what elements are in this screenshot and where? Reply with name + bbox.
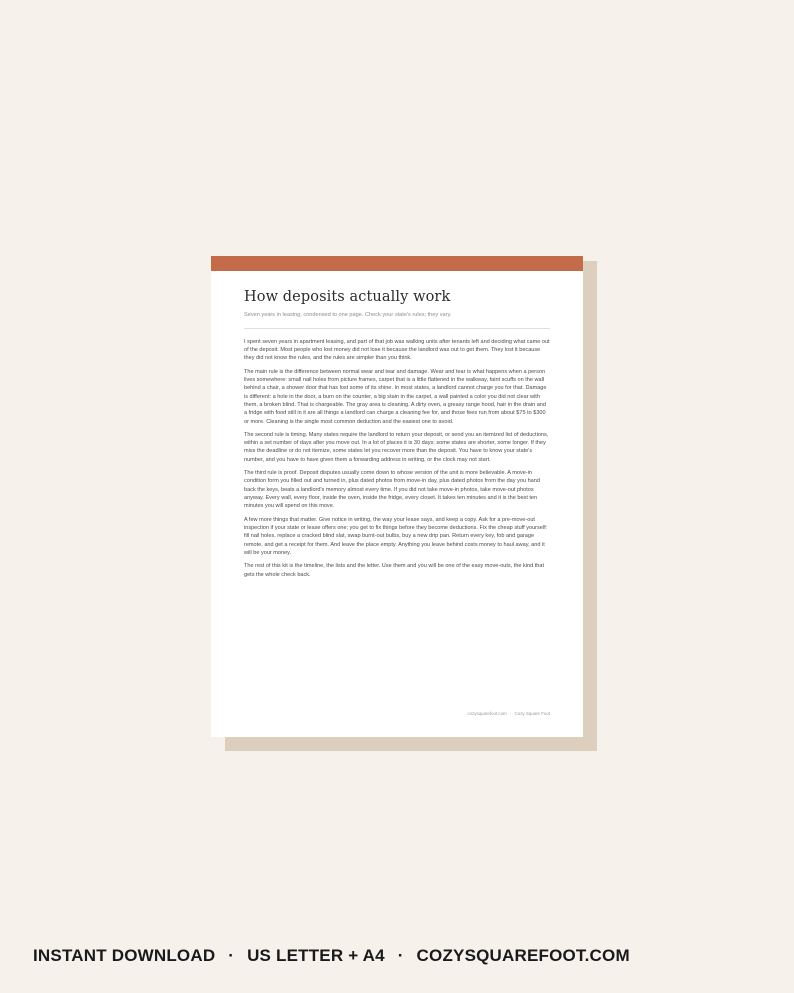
- footer-brand: Cozy Square Foot: [514, 711, 550, 716]
- banner-paper-sizes: US LETTER + A4: [247, 946, 385, 965]
- page-content: [244, 289, 550, 584]
- product-banner: [33, 946, 630, 966]
- page-title: How deposits actually work: [244, 289, 451, 305]
- banner-separator-1: ·: [228, 946, 235, 965]
- footer-site: cozysquarefoot.com: [467, 711, 507, 716]
- page-footer: [467, 711, 550, 716]
- paragraph-more-things: A few more things that matter. Give notice in writing, the way your lease says, and keep a copy. Ask for a pre-move-out inspection if your state or lease offers one; you get to fix things before they become deductions. Fix the cheap stuff yourself: fill nail holes, replace a cracked blind slat, swap burnt-out bulbs, buy a new drip pan. Return every key, fob and garage remote, and get a receipt for them. And leave the place empty. Anything you leave behind costs money to haul away, and it will be your money.: [244, 516, 548, 556]
- document-page: [211, 256, 583, 737]
- banner-instant-download: INSTANT DOWNLOAD: [33, 946, 216, 965]
- paragraph-intro: I spent seven years in apartment leasing, and part of that job was walking units after tenants left and deciding what came out of the deposit. Most people who lost money did not lose it because the landlord was out to get them. They lost it because they did not know the rules, and the rules are simpler than you think.: [244, 338, 550, 362]
- divider: [244, 328, 550, 329]
- footer-separator: ·: [509, 711, 512, 716]
- paragraph-closing: The rest of this kit is the timeline, the lists and the letter. Use them and you will be one of the easy move-outs, the kind that gets the whole check back.: [244, 563, 544, 578]
- accent-band: [211, 256, 583, 271]
- banner-separator-2: ·: [397, 946, 404, 965]
- page-subtitle: Seven years in leasing, condensed to one page. Check your state's rules; they vary.: [244, 312, 452, 318]
- paragraph-proof: The third rule is proof. Deposit disputes usually come down to whose version of the unit is more believable. A move-in condition form you filled out and turned in, plus dated photos from move-in day, plus dated photos from the day you hand back the keys, beats a landlord's memory almost every time. If you did not take move-in photos, take move-out photos anyway. Every wall, every floor, inside the oven, inside the fridge, every closet. It takes ten minutes and it is the best ten minutes you will spend on this move.: [244, 470, 540, 510]
- banner-website: COZYSQUAREFOOT.COM: [416, 946, 630, 965]
- paragraph-wear-and-tear: The main rule is the difference between normal wear and tear and damage. Wear and tear is what happens when a person lives somewhere: small nail holes from picture frames, carpet that is a little flattened in the walkway, faint scuffs on the wall behind a chair, a shower door that has lost some of its shine. In most states, a landlord cannot charge you for that. Damage is different: a hole in the door, a burn on the counter, a big stain in the carpet, a wall painted a color you did not clear with them, a broken blind. That is chargeable. The gray area is cleaning. A dirty oven, a greasy range hood, hair in the drain and a fridge with food still in it are all things a landlord can charge a cleaning fee for, and those fees run from about $75 to $300 or more. Cleaning is the single most common deduction and the easiest one to avoid.: [244, 368, 547, 425]
- paragraph-timing: The second rule is timing. Many states require the landlord to return your deposit, or send you an itemized list of deductions, within a set number of days after you move out. In a lot of places it is 30 days; some states are shorter, some longer. If they miss the deadline or do not itemize, some states let you recover more than the deposit. You have to know your state's number, and you have to have given them a forwarding address in writing, or the clock may not start.: [244, 431, 549, 463]
